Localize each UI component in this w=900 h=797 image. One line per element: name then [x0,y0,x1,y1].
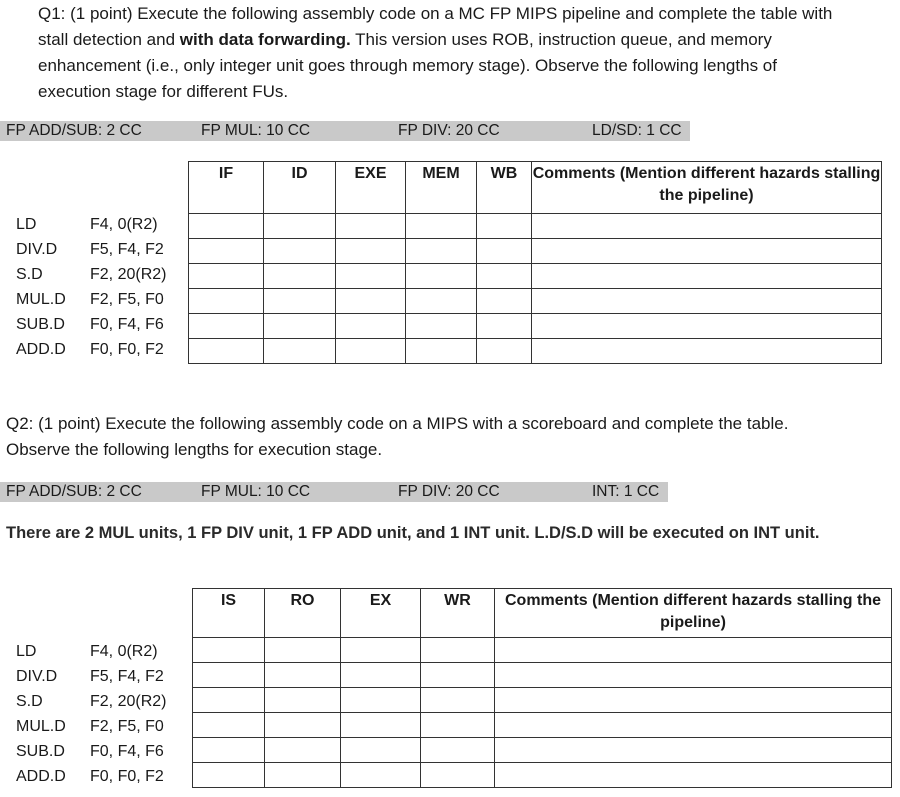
list-item: DIV.D F5, F4, F2 [16,241,164,258]
list-item: ADD.D F0, F0, F2 [16,341,164,358]
table-cell[interactable] [406,289,477,314]
table-cell[interactable] [189,214,264,239]
list-item: SUB.D F0, F4, F6 [16,743,164,760]
table-cell[interactable] [421,713,495,738]
table-cell[interactable] [532,264,882,289]
table-cell[interactable] [532,289,882,314]
table-cell[interactable] [341,763,421,788]
table-cell[interactable] [336,264,406,289]
table-cell[interactable] [336,314,406,339]
list-item: MUL.D F2, F5, F0 [16,291,164,308]
table-cell[interactable] [265,713,341,738]
table-cell[interactable] [495,663,892,688]
table-cell[interactable] [406,239,477,264]
table-cell[interactable] [406,264,477,289]
table-cell[interactable] [341,638,421,663]
q2-latency-int: INT: 1 CC [592,483,660,500]
table-cell[interactable] [406,339,477,364]
table-cell[interactable] [193,688,265,713]
q1-instruction-list [16,213,188,373]
q2-latency-add: FP ADD/SUB: 2 CC [6,483,142,500]
q1-pipeline-table [188,161,882,364]
table-cell[interactable] [265,663,341,688]
list-item: S.D F2, 20(R2) [16,266,167,283]
col-header-exe: EXE [336,162,406,214]
table-cell[interactable] [189,289,264,314]
table-cell[interactable] [264,239,336,264]
table-cell[interactable] [477,239,532,264]
table-row [193,663,892,688]
q1-text-suffix: This version uses ROB, instruction queue, and memory enhancement (i.e., only integer unit goes through memory stage). Observe the following lengths of execution stage for different FUs. [38,30,777,101]
table-cell[interactable] [477,289,532,314]
q1-text-bold: with data forwarding. [179,30,351,49]
table-cell[interactable] [265,638,341,663]
table-cell[interactable] [193,763,265,788]
q1-latency-ldsd: LD/SD: 1 CC [592,122,682,139]
q1-latency-add: FP ADD/SUB: 2 CC [6,122,142,139]
col-header-if: IF [189,162,264,214]
table-row [189,314,882,339]
list-item: LD F4, 0(R2) [16,216,158,233]
list-item: DIV.D F5, F4, F2 [16,668,164,685]
table-cell[interactable] [341,688,421,713]
table-cell[interactable] [421,738,495,763]
table-cell[interactable] [336,339,406,364]
col-header-id: ID [264,162,336,214]
list-item: SUB.D F0, F4, F6 [16,316,164,333]
table-cell[interactable] [336,239,406,264]
col-header-mem: MEM [406,162,477,214]
table-cell[interactable] [341,713,421,738]
table-cell[interactable] [532,214,882,239]
table-cell[interactable] [341,663,421,688]
table-row [189,289,882,314]
table-cell[interactable] [477,314,532,339]
table-cell[interactable] [495,738,892,763]
col-header-comments: Comments (Mention different hazards stalling the pipeline) [495,589,892,638]
q1-latency-mul: FP MUL: 10 CC [201,122,311,139]
table-cell[interactable] [477,264,532,289]
table-cell[interactable] [421,638,495,663]
table-cell[interactable] [421,688,495,713]
q1-latency-band [0,121,690,141]
list-item: MUL.D F2, F5, F0 [16,718,164,735]
table-cell[interactable] [265,688,341,713]
table-cell[interactable] [193,738,265,763]
q1-latency-div: FP DIV: 20 CC [398,122,500,139]
col-header-ex: EX [341,589,421,638]
q2-unit-note: There are 2 MUL units, 1 FP DIV unit, 1 FP ADD unit, and 1 INT unit. L.D/S.D will be executed on INT unit. [6,524,820,542]
q2-instruction-list [16,640,192,792]
table-cell[interactable] [495,638,892,663]
table-cell[interactable] [495,763,892,788]
table-cell[interactable] [265,738,341,763]
q2-question: Q2: (1 point) Execute the following assembly code on a MIPS with a scoreboard and complete the table. Observe the following lengths for execution stage. [6,414,789,459]
table-cell[interactable] [341,738,421,763]
table-cell[interactable] [477,339,532,364]
col-header-wb: WB [477,162,532,214]
table-cell[interactable] [264,314,336,339]
q1-question [38,1,838,105]
q2-latency-band [0,482,668,502]
table-cell[interactable] [532,314,882,339]
table-cell[interactable] [421,763,495,788]
col-header-is: IS [193,589,265,638]
table-row [189,214,882,239]
list-item: LD F4, 0(R2) [16,643,158,660]
table-header-row [189,162,882,214]
table-header-row [193,589,892,638]
table-cell[interactable] [189,239,264,264]
table-cell[interactable] [189,264,264,289]
table-row [193,763,892,788]
table-row [193,738,892,763]
table-cell[interactable] [189,339,264,364]
table-cell[interactable] [532,339,882,364]
table-cell[interactable] [264,289,336,314]
table-cell[interactable] [532,239,882,264]
table-cell[interactable] [477,214,532,239]
q1-text-prefix: Q1: (1 point) Execute the following assembly code on a MC FP MIPS pipeline and complete the table with stall detection and [38,4,833,49]
table-cell[interactable] [193,663,265,688]
table-row [189,239,882,264]
table-cell[interactable] [495,713,892,738]
table-cell[interactable] [336,289,406,314]
table-cell[interactable] [406,214,477,239]
table-cell[interactable] [189,314,264,339]
table-cell[interactable] [495,688,892,713]
table-cell[interactable] [406,314,477,339]
table-cell[interactable] [264,264,336,289]
col-header-wr: WR [421,589,495,638]
col-header-comments: Comments (Mention different hazards stalling the pipeline) [532,162,882,214]
table-cell[interactable] [193,713,265,738]
table-cell[interactable] [264,339,336,364]
table-cell[interactable] [336,214,406,239]
table-row [193,713,892,738]
table-cell[interactable] [265,763,341,788]
q2-latency-mul: FP MUL: 10 CC [201,483,311,500]
list-item: S.D F2, 20(R2) [16,693,167,710]
table-row [189,264,882,289]
list-item: ADD.D F0, F0, F2 [16,768,164,785]
table-row [189,339,882,364]
q2-latency-div: FP DIV: 20 CC [398,483,500,500]
table-row [193,638,892,663]
table-cell[interactable] [421,663,495,688]
q2-scoreboard-table [192,588,892,788]
table-row [193,688,892,713]
table-cell[interactable] [264,214,336,239]
col-header-ro: RO [265,589,341,638]
table-cell[interactable] [193,638,265,663]
